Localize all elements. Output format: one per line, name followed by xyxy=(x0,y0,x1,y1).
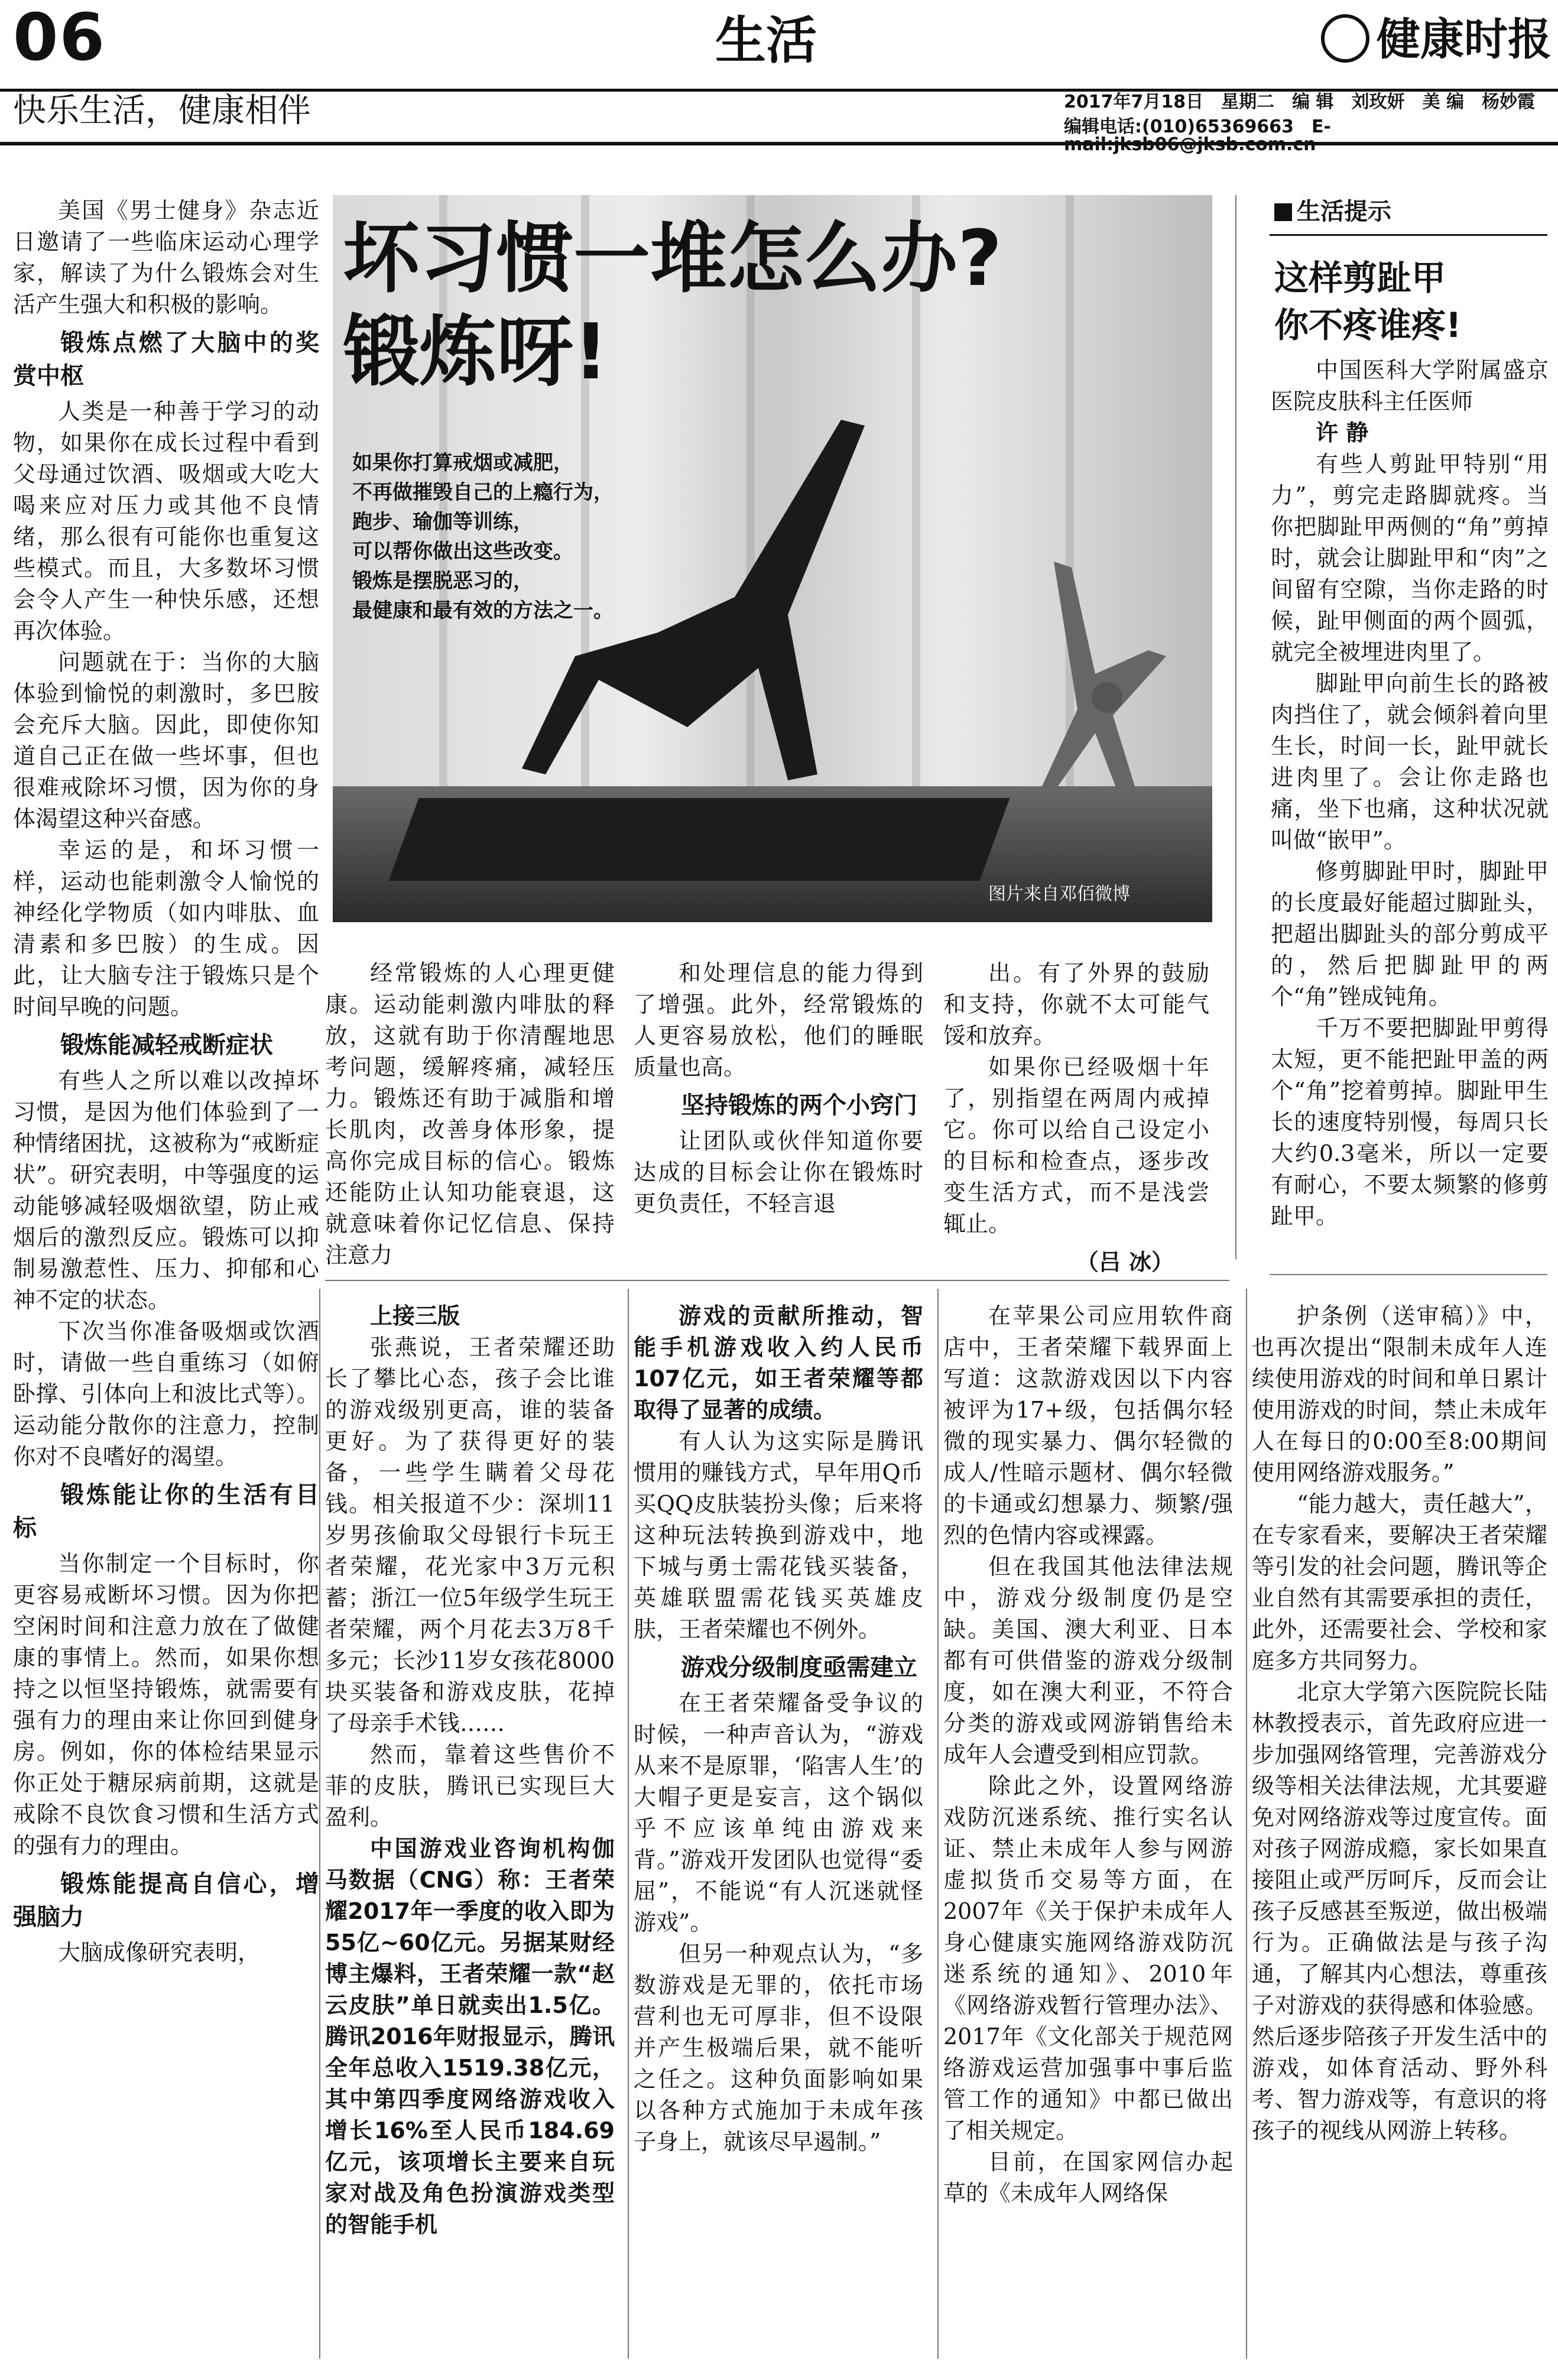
bold-paragraph: 游戏的贡献所推动，智能手机游戏收入约人民币107亿元，如王者荣耀等都取得了显著的成绩。 xyxy=(634,1303,923,1423)
paragraph: 经常锻炼的人心理更健康。运动能刺激内啡肽的释放，这就有助于你清醒地思考问题，缓解疼痛，减轻压力。锻炼还有助于减脂和增长肌肉，改善身体形象，提高你完成目标的信心。锻炼还能防止认知功能衰退，这就意味着你记忆信息、保持注意力 xyxy=(325,960,615,1268)
feature-intro-line: 跑步、瑜伽等训练， xyxy=(352,510,533,534)
feature-intro-line: 可以帮你做出这些改变。 xyxy=(352,540,573,563)
square-bullet-icon xyxy=(1274,203,1292,221)
subheading: 游戏分级制度亟需建立 xyxy=(681,1654,917,1681)
paragraph: 脚趾甲向前生长的路被肉挡住了，就会倾斜着向里生长，时间一长，趾甲就长进肉里了。会让你走路也痛，坐下也痛，这种状况就叫做“嵌甲”。 xyxy=(1271,670,1549,853)
slogan: 快乐生活，健康相伴 xyxy=(13,92,311,130)
paragraph: 有些人之所以难以改掉坏习惯，是因为他们体验到了一种情绪困扰，这被称为“戒断症状”。研究表明，中等强度的运动能够减轻吸烟欲望，防止戒烟后的激烈反应。锻炼可以抑制易激惹性、压力、抑郁和心神不定的状态。 xyxy=(13,1068,319,1313)
bold-paragraph: 中国游戏业咨询机构伽马数据（CNG）称：王者荣耀2017年一季度的收入即为55亿~60亿元。另据某财经博主爆料，王者荣耀一款“赵云皮肤”单日就卖出1.5亿。腾讯2016年财报显示，腾讯全年总收入1519.38亿元，其中第四季度网络游戏收入增长16%至人民币184.69亿元，该项增长主要来自玩家对战及角色扮演游戏类型的智能手机 xyxy=(325,1836,615,2238)
paragraph: 出。有了外界的鼓励和支持，你就不太可能气馁和放弃。 xyxy=(943,960,1209,1049)
feature-intro-line: 如果你打算戒烟或减肥， xyxy=(352,451,573,475)
feature-intro-line: 锻炼是摆脱恶习的， xyxy=(352,569,533,593)
feature-column-4 xyxy=(943,958,1209,1278)
feature-headline-line1: 坏习惯一堆怎么办? xyxy=(343,213,1002,303)
contact-meta: 编辑电话:(010)65369663 E- xyxy=(1064,116,1331,137)
side-tag xyxy=(1274,200,1391,223)
side-tag-label: 生活提示 xyxy=(1297,198,1391,225)
paragraph: 但另一种观点认为，“多数游戏是无罪的，依托市场营利也无可厚非，但不设限并产生极端后果，就不能听之任之。这种负面影响如果以各种方式施加于未成年孩子身上，就该尽早遏制。” xyxy=(634,1941,923,2155)
paragraph: 除此之外，设置网络游戏防沉迷系统、推行实名认证、禁止未成年人参与网游虚拟货币交易等方面，在2007年《关于保护未成年人身心健康实施网络游戏防沉迷系统的通知》、2010年《网络游戏暂行管理办法》、2017年《文化部关于规范网络游戏运营加强事中事后监管工作的通知》中都已做出了相关规定。 xyxy=(943,1773,1233,2144)
subheading: 锻炼能减轻戒断症状 xyxy=(60,1032,273,1059)
bold-paragraph: 许 静 xyxy=(1316,420,1369,446)
paragraph: 有人认为这实际是腾讯惯用的赚钱方式，早年用Q币买QQ皮肤装扮头像；后来将这种玩法转换到游戏中，地下城与勇士需花钱买装备，英雄联盟需花钱买英雄皮肤，王者荣耀也不例外。 xyxy=(634,1428,923,1642)
paragraph: 然而，靠着这些售价不菲的皮肤，腾讯已实现巨大盈利。 xyxy=(325,1742,615,1830)
game-column-2 xyxy=(634,1301,923,2158)
feature-intro-line: 最健康和最有效的方法之一。 xyxy=(352,599,614,622)
column-divider xyxy=(1235,195,1236,1259)
section-divider xyxy=(325,1280,1229,1281)
game-column-4 xyxy=(1252,1301,1547,2146)
subheading: 锻炼能提高自信心，增强脑力 xyxy=(13,1870,319,1931)
paragraph: 目前，在国家网信办起草的《未成年人网络保 xyxy=(943,2149,1233,2206)
paragraph: 在王者荣耀备受争议的时候，一种声音认为，“游戏从来不是原罪，‘陷害人生’的大帽子更是妄言，这个锅似乎不应该单纯由游戏来背。”游戏开发团队也觉得“委屈”，不能说“有人沉迷就怪游戏”。 xyxy=(634,1690,923,1935)
paragraph: 北京大学第六医院院长陆林教授表示，首先政府应进一步加强网络管理，完善游戏分级等相关法律法规，尤其要避免对网络游戏等过度宣传。面对孩子网游成瘾，家长如果直接阻止或严厉呵斥，反而会让孩子反感甚至叛逆，做出极端行为。正确做法是与孩子沟通，了解其内心想法，尊重孩子对游戏的获得感和体验感。然后逐步陪孩子开发生活中的游戏，如体育活动、野外科考、智力游戏等，有意识的将孩子的视线从网游上转移。 xyxy=(1252,1679,1547,2144)
paragraph: 千万不要把脚趾甲剪得太短，更不能把趾甲盖的两个“角”挖着剪掉。脚趾甲生长的速度特别慢，每周只长大约0.3毫米，所以一定要有耐心，不要太频繁的修剪趾甲。 xyxy=(1271,1015,1549,1229)
paragraph: 中国医科大学附属盛京医院皮肤科主任医师 xyxy=(1271,357,1549,414)
paragraph: 但在我国其他法律法规中，游戏分级制度仍是空缺。美国、澳大利亚、日本都有可供借鉴的游戏分级制度，如在澳大利亚，不符合分类的游戏或网游销售给未成年人会遭受到相应罚款。 xyxy=(943,1554,1233,1768)
logo-text: 健康时报 xyxy=(1377,14,1551,65)
feature-headline-line2: 锻炼呀! xyxy=(343,307,609,397)
paragraph: 让团队或伙伴知道你要达成的目标会让你在锻炼时更负责任，不轻言退 xyxy=(634,1128,923,1217)
side-tag-rule xyxy=(1270,234,1547,236)
feature-column-2 xyxy=(325,958,615,1271)
column-divider xyxy=(1246,1289,1247,2359)
game-column-3 xyxy=(943,1301,1233,2209)
yoga-child-figure-icon xyxy=(1030,562,1172,798)
section-divider xyxy=(1270,1274,1547,1275)
paragraph: 人类是一种善于学习的动物，如果你在成长过程中看到父母通过饮酒、吸烟或大吃大喝来应对压力或其他不良情绪，那么很有可能你也重复这些模式。而且，大多数坏习惯会令人产生一种快乐感，还想再次体验。 xyxy=(13,398,319,644)
paragraph: 当你制定一个目标时，你更容易戒断坏习惯。因为你把空闲时间和注意力放在了做健康的事情上。然而，如果你想持之以恒坚持锻炼，就需要有强有力的理由来让你回到健身房。例如，你的体检结果显示你正处于糖尿病前期，这就是戒除不良饮食习惯和生活方式的强有力的理由。 xyxy=(13,1551,319,1859)
feature-intro xyxy=(352,448,614,625)
paragraph: 护条例（送审稿）》中，也再次提出“限制未成年人连续使用游戏的时间和单日累计使用游戏的时间，禁止未成年人在每日的0:00至8:00期间使用网络游戏服务。” xyxy=(1252,1303,1547,1486)
section-title: 生活 xyxy=(715,11,817,70)
edition-meta: 2017年7月18日 星期二 编 辑 刘玫妍 美 编 杨妙霞 xyxy=(1064,92,1536,112)
photo-credit: 图片来自邓佰微博 xyxy=(988,884,1130,904)
paragraph: 有些人剪趾甲特别“用力”，剪完走路脚就疼。当你把脚趾甲两侧的“角”剪掉时，就会让脚趾甲和“肉”之间留有空隙，当你走路的时候，趾甲侧面的两个圆弧，就完全被埋进肉里了。 xyxy=(1271,451,1549,665)
subheading: 锻炼点燃了大脑中的奖赏中枢 xyxy=(13,329,319,390)
side-headline-line1: 这样剪趾甲 xyxy=(1274,258,1446,298)
paragraph: 下次当你准备吸烟或饮酒时，请做一些自重练习（如俯卧撑、引体向上和波比式等）。运动能分散你的注意力，控制你对不良嗜好的渴望。 xyxy=(13,1318,319,1470)
paragraph: 在苹果公司应用软件商店中，王者荣耀下载界面上写道：这款游戏因以下内容被评为17+级，包括偶尔轻微的现实暴力、偶尔轻微的成人/性暗示题材、偶尔轻微的卡通或幻想暴力、频繁/强烈的色情内容或裸露。 xyxy=(943,1303,1233,1548)
header-rule-bottom xyxy=(0,142,1558,145)
side-headline-line2: 你不疼谁疼! xyxy=(1274,305,1462,345)
paragraph: 修剪脚趾甲时，脚趾甲的长度最好能超过脚趾头，把超出脚趾头的部分剪成平的，然后把脚趾甲的两个“角”锉成钝角。 xyxy=(1271,858,1549,1010)
paragraph: 大脑成像研究表明， xyxy=(58,1940,261,1966)
column-divider xyxy=(628,1289,629,2359)
side-column xyxy=(1271,355,1549,1232)
paragraph: 如果你已经吸烟十年了，别指望在两周内戒掉它。你可以给自己设定小的目标和检查点，逐步改变生活方式，而不是浅尝辄止。 xyxy=(943,1054,1209,1237)
byline: （吕 冰） xyxy=(1076,1249,1174,1275)
feature-intro-line: 不再做摧毁自己的上瘾行为， xyxy=(352,481,614,504)
paragraph: “能力越大，责任越大”，在专家看来，要解决王者荣耀等引发的社会问题，腾讯等企业自然有其需要承担的责任，此外，还需要社会、学校和家庭多方共同努力。 xyxy=(1252,1491,1547,1674)
game-column-1 xyxy=(325,1301,615,2240)
paragraph: 和处理信息的能力得到了增强。此外，经常锻炼的人更容易放松，他们的睡眠质量也高。 xyxy=(634,960,923,1080)
page-number: 06 xyxy=(13,0,106,75)
subheading: 坚持锻炼的两个小窍门 xyxy=(681,1092,917,1119)
bold-paragraph: 上接三版 xyxy=(370,1303,460,1329)
feature-column-1 xyxy=(13,195,319,1969)
column-divider xyxy=(319,1289,320,2359)
feature-column-3 xyxy=(634,958,923,1220)
paragraph: 问题就在于：当你的大脑体验到愉悦的刺激时，多巴胺会充斥大脑。因此，即使你知道自己正在做一些坏事，但也很难戒除坏习惯，因为你的身体渴望这种兴奋感。 xyxy=(13,649,319,832)
subheading: 锻炼能让你的生活有目标 xyxy=(13,1481,319,1542)
paragraph: 美国《男士健身》杂志近日邀请了一些临床运动心理学家，解读了为什么锻炼会对生活产生强大和积极的影响。 xyxy=(13,197,319,317)
feature-headline xyxy=(343,212,1002,398)
logo-emblem-icon xyxy=(1321,14,1369,63)
side-headline xyxy=(1274,254,1461,349)
paragraph: 幸运的是，和坏习惯一样，运动也能刺激令人愉悦的神经化学物质（如内啡肽、血清素和多巴胺）的生成。因此，让大脑专注于锻炼只是个时间早晚的问题。 xyxy=(13,837,319,1020)
paragraph: 张燕说，王者荣耀还助长了攀比心态，孩子会比谁的游戏级别更高，谁的装备更好。为了获得更好的装备，一些学生瞒着父母花钱。相关报道不少：深圳11岁男孩偷取父母银行卡玩王者荣耀，花光家中3万元积蓄；浙江一位5年级学生玩王者荣耀，两个月花去3万8千多元；长沙11岁女孩花8000块买装备和游戏皮肤，花掉了母亲手术钱…… xyxy=(325,1334,615,1736)
newspaper-logo xyxy=(1321,14,1551,66)
column-divider xyxy=(937,1289,939,2359)
